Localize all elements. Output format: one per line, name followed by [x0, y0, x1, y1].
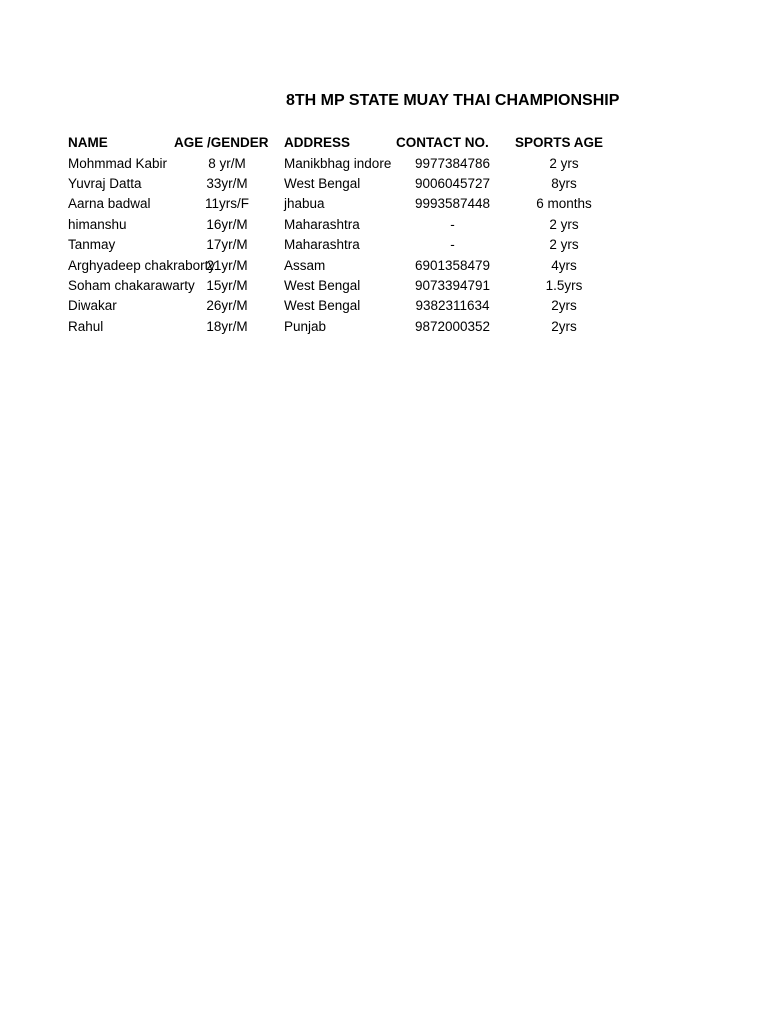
cell-name: Tanmay [68, 237, 116, 253]
header-sports-age: SPORTS AGE [515, 135, 604, 151]
header-name: NAME [68, 135, 108, 151]
cell-contact: 9006045727 [414, 175, 491, 191]
participants-table [68, 133, 635, 337]
cell-name: Diwakar [68, 298, 117, 314]
cell-contact: 6901358479 [414, 257, 491, 273]
cell-name: Aarna badwal [68, 196, 151, 212]
cell-contact: 9993587448 [414, 196, 491, 212]
table-header-row [68, 133, 635, 153]
table-row [68, 194, 635, 214]
cell-sports-age: 2 yrs [549, 237, 579, 253]
cell-contact: 9073394791 [414, 277, 491, 293]
cell-sports-age: 4yrs [551, 257, 577, 273]
cell-age-gender: 11yrs/F [204, 196, 249, 212]
cell-name: Soham chakarawarty [68, 277, 195, 293]
cell-contact: 9382311634 [415, 298, 490, 314]
cell-name: Arghyadeep chakraborty [68, 257, 216, 273]
cell-sports-age: 1.5yrs [545, 277, 583, 293]
cell-address: West Bengal [284, 175, 361, 191]
table-row [68, 153, 635, 173]
cell-age-gender: 33yr/M [206, 175, 248, 191]
cell-name: Mohmmad Kabir [68, 155, 168, 171]
cell-age-gender: 21yr/M [206, 257, 248, 273]
cell-address: Maharashtra [284, 216, 360, 232]
table-row [68, 317, 635, 337]
header-contact: CONTACT NO. [396, 135, 489, 151]
cell-contact: 9872000352 [414, 318, 491, 334]
cell-age-gender: 26yr/M [206, 298, 248, 314]
cell-address: West Bengal [284, 298, 361, 314]
cell-age-gender: 16yr/M [206, 216, 248, 232]
table-row [68, 255, 635, 275]
cell-name: himanshu [68, 216, 127, 232]
cell-age-gender: 8 yr/M [208, 155, 246, 171]
cell-sports-age: 2 yrs [549, 216, 579, 232]
cell-contact: - [450, 237, 455, 253]
header-address: ADDRESS [284, 135, 351, 151]
cell-name: Rahul [68, 318, 104, 334]
cell-address: Punjab [284, 318, 327, 334]
cell-address: Assam [284, 257, 326, 273]
cell-sports-age: 2 yrs [549, 155, 579, 171]
cell-sports-age: 8yrs [551, 175, 577, 191]
header-age-gender: AGE /GENDER [174, 135, 269, 151]
cell-contact: 9977384786 [414, 155, 491, 171]
cell-age-gender: 15yr/M [206, 277, 248, 293]
cell-sports-age: 6 months [536, 196, 592, 212]
cell-name: Yuvraj Datta [68, 175, 142, 191]
cell-address: jhabua [284, 196, 325, 212]
cell-address: Maharashtra [284, 237, 360, 253]
table-row [68, 276, 635, 296]
cell-age-gender: 17yr/M [206, 237, 248, 253]
cell-sports-age: 2yrs [551, 318, 577, 334]
cell-address: Manikbhag indore [284, 155, 392, 171]
table-row [68, 215, 635, 235]
page-title: 8TH MP STATE MUAY THAI CHAMPIONSHIP [286, 92, 620, 109]
table-row [68, 174, 635, 194]
cell-sports-age: 2yrs [551, 298, 577, 314]
table-row [68, 235, 635, 255]
table-row [68, 296, 635, 316]
cell-contact: - [450, 216, 455, 232]
cell-age-gender: 18yr/M [206, 318, 248, 334]
cell-address: West Bengal [284, 277, 361, 293]
